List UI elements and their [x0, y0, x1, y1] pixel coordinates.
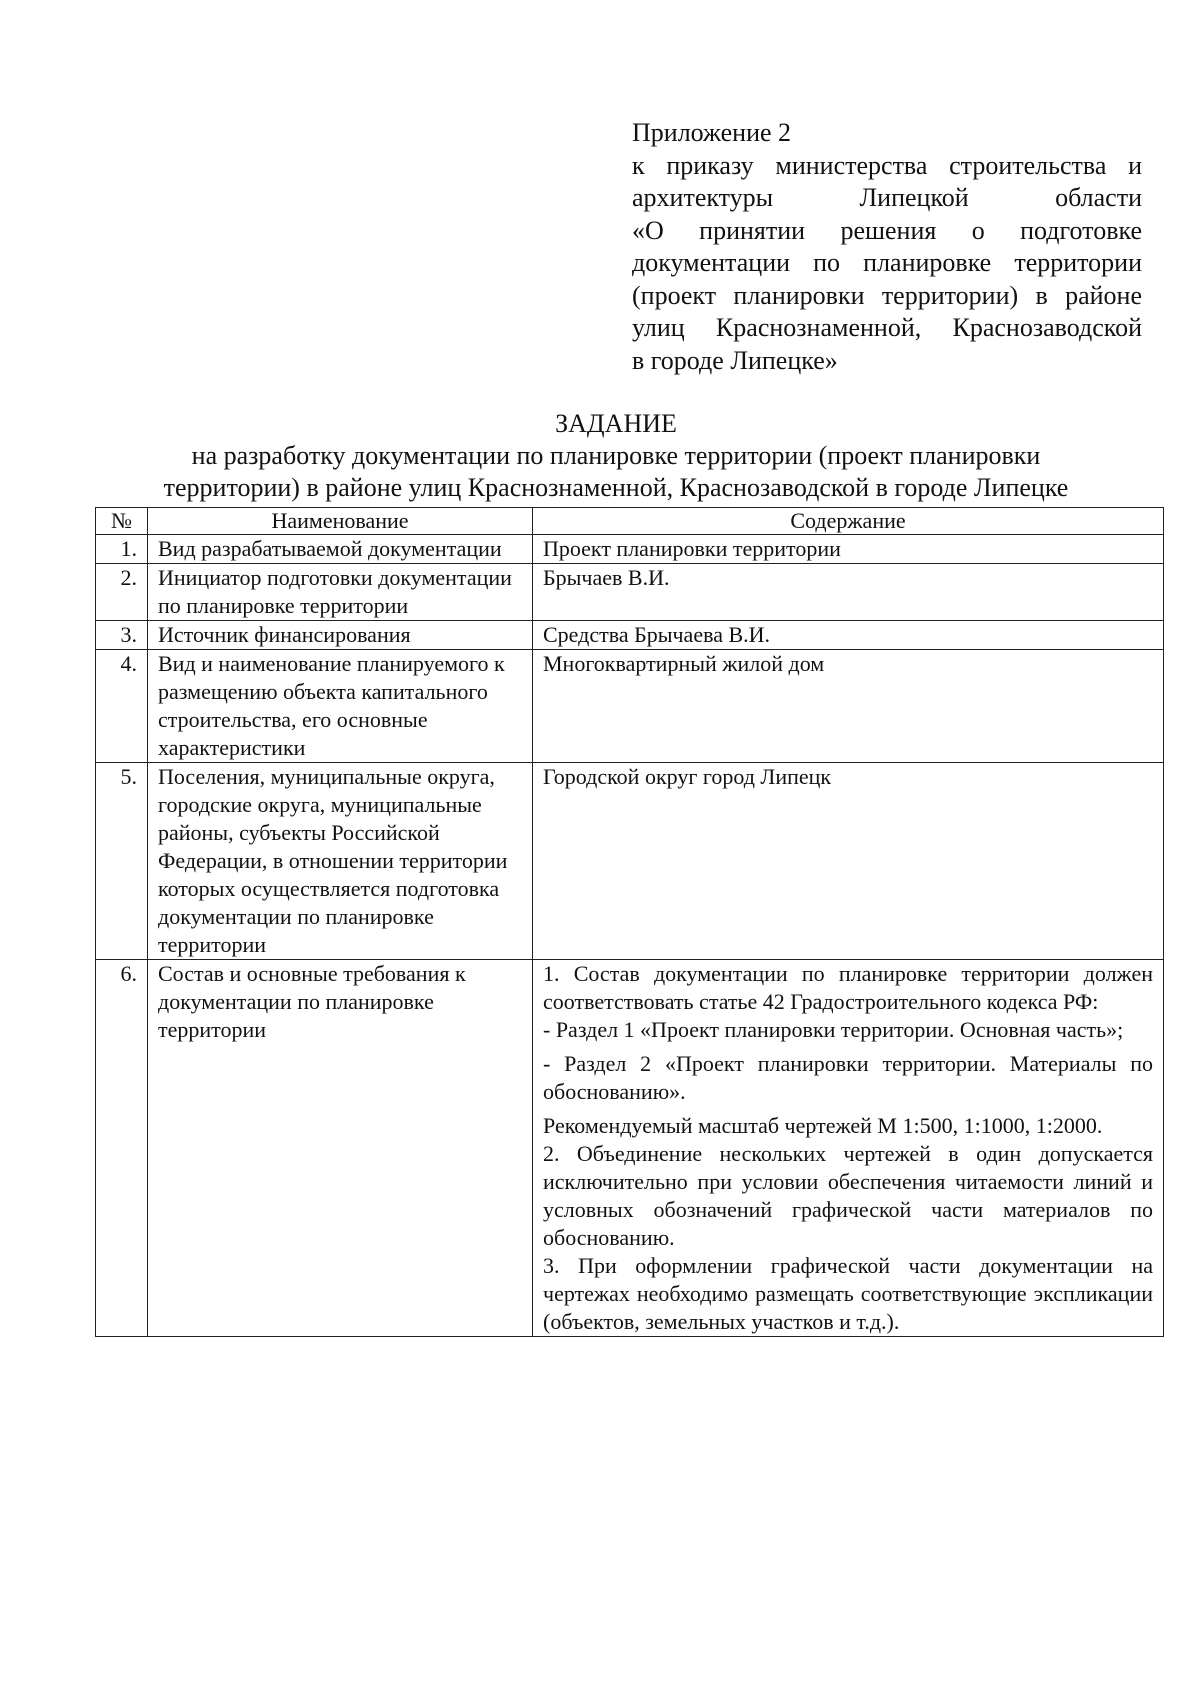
row-content — [533, 960, 1164, 1337]
row-content: Брычаев В.И. — [533, 564, 1164, 621]
content-paragraph: Рекомендуемый масштаб чертежей М 1:500, 1:1000, 1:2000. — [543, 1113, 1103, 1138]
row-content: Городской округ город Липецк — [533, 763, 1164, 960]
table-row — [96, 564, 1164, 621]
row-number: 6. — [96, 960, 148, 1337]
row-content: Средства Брычаева В.И. — [533, 621, 1164, 650]
appendix-line: (проект планировки территории) в районе — [632, 280, 1142, 310]
row-number: 5. — [96, 763, 148, 960]
row-name: Источник финансирования — [148, 621, 533, 650]
table-row — [96, 650, 1164, 763]
column-header-content: Содержание — [533, 508, 1164, 535]
document-subtitle-line: на разработку документации по планировке территории (проект планировки — [191, 441, 1041, 470]
appendix-header — [632, 117, 1142, 377]
row-name: Состав и основные требования к документации по планировке территории — [148, 960, 533, 1337]
content-paragraph: 3. При оформлении графической части документации на чертежах необходимо размещать соответствующие экспликации (объектов, земельных участков и т.д.). — [543, 1253, 1153, 1334]
row-name: Вид разрабатываемой документации — [148, 535, 533, 564]
row-name: Вид и наименование планируемого к размещению объекта капитального строительства, его основные характеристики — [148, 650, 533, 763]
appendix-line: в городе Липецке» — [632, 345, 838, 375]
appendix-line: документации по планировке территории — [632, 248, 1142, 277]
appendix-line: архитектуры Липецкой области — [632, 183, 1142, 212]
document-heading — [96, 408, 1136, 504]
row-name: Поселения, муниципальные округа, городские округа, муниципальные районы, субъекты Российской Федерации, в отношении территории которых осуществляется подготовка документации по планировке территории — [148, 763, 533, 960]
table-row — [96, 960, 1164, 1337]
row-number: 3. — [96, 621, 148, 650]
content-paragraph: 1. Состав документации по планировке территории должен соответствовать статье 42 Градостроительного кодекса РФ: — [543, 961, 1153, 1014]
row-number: 1. — [96, 535, 148, 564]
document-title: ЗАДАНИЕ — [555, 409, 677, 438]
table-row — [96, 621, 1164, 650]
row-content: Многоквартирный жилой дом — [533, 650, 1164, 763]
appendix-line: к приказу министерства строительства и — [632, 150, 1142, 180]
table-row — [96, 763, 1164, 960]
content-paragraph: - Раздел 2 «Проект планировки территории. Материалы по обоснованию». — [543, 1051, 1153, 1104]
appendix-line: Приложение 2 — [632, 118, 792, 147]
table-row — [96, 535, 1164, 564]
table-header-row — [96, 508, 1164, 535]
column-header-name: Наименование — [148, 508, 533, 535]
row-number: 2. — [96, 564, 148, 621]
content-paragraph: - Раздел 1 «Проект планировки территории. Основная часть»; — [543, 1017, 1124, 1042]
appendix-line: «О принятии решения о подготовке — [632, 215, 1142, 245]
row-number: 4. — [96, 650, 148, 763]
row-name: Инициатор подготовки документации по планировке территории — [148, 564, 533, 621]
row-content: Проект планировки территории — [533, 535, 1164, 564]
column-header-number: № — [96, 508, 148, 535]
task-table — [95, 507, 1164, 1337]
document-subtitle-line: территории) в районе улиц Краснознаменной, Краснозаводской в городе Липецке — [163, 473, 1069, 502]
appendix-line: улиц Краснознаменной, Краснозаводской — [632, 313, 1142, 342]
content-paragraph: 2. Объединение нескольких чертежей в один допускается исключительно при условии обеспечения читаемости линий и условных обозначений графической части материалов по обоснованию. — [543, 1141, 1153, 1250]
